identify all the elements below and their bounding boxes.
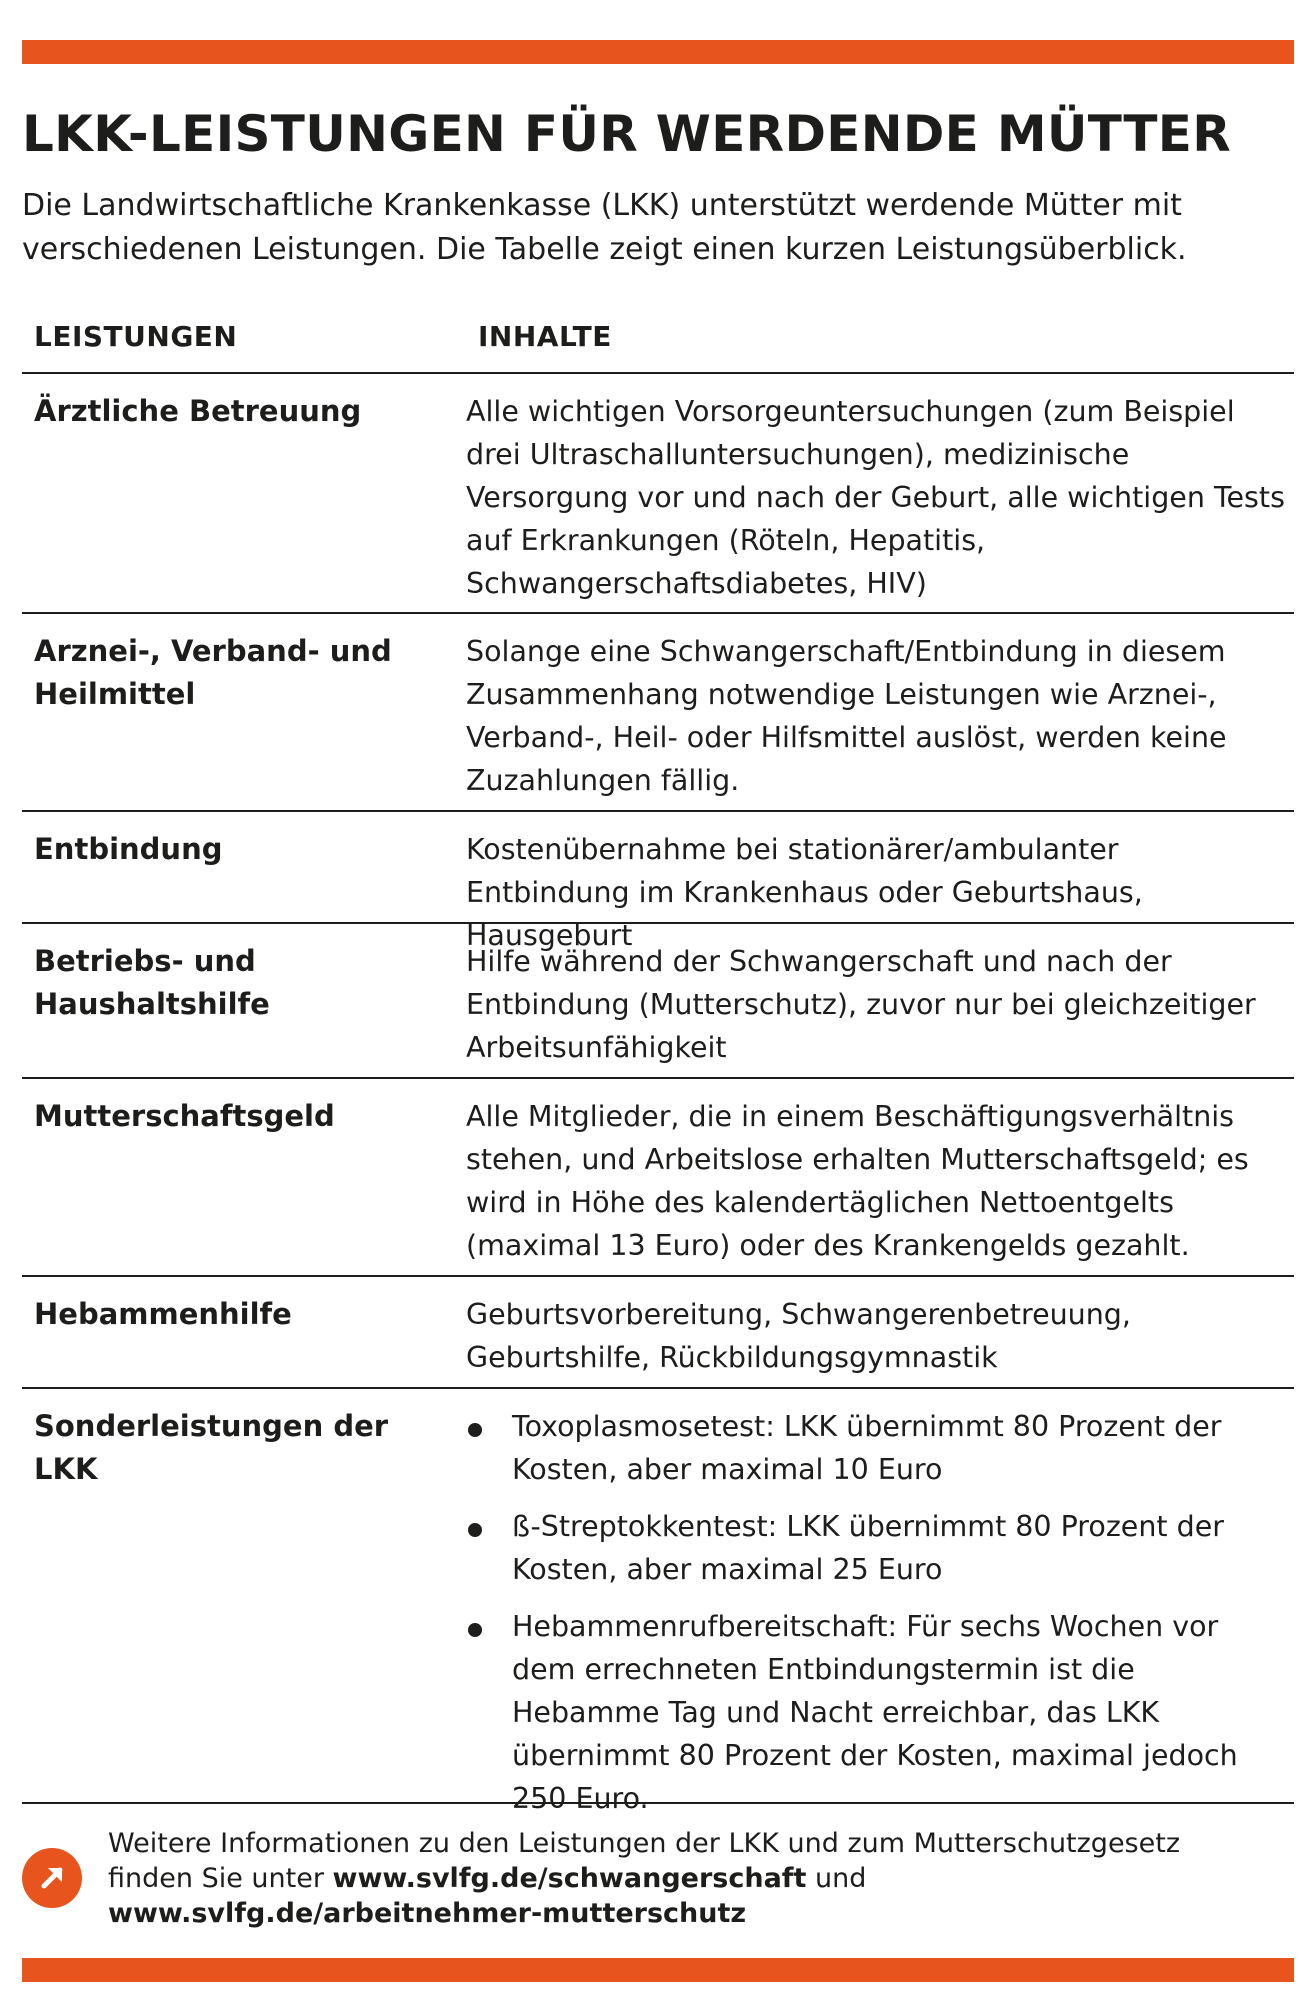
row-label: Betriebs- und Haushaltshilfe	[34, 944, 270, 1021]
row-content: Alle Mitglieder, die in einem Beschäftigungsverhältnis stehen, und Arbeitslose erhalten Mutterschaftsgeld; es wird in Höhe des kalendertäglichen Nettoentgelts (maximal 13 Euro) oder des Krankengelds gezahlt.	[466, 1100, 1249, 1262]
footer-link-mutterschutz[interactable]: www.svlfg.de/arbeitnehmer-mutterschutz	[108, 1898, 747, 1929]
row-content: Geburtsvorbereitung, Schwangerenbetreuung, Geburtshilfe, Rückbildungsgymnastik	[466, 1298, 1131, 1374]
row-content	[450, 1389, 1294, 1815]
arrow-icon	[22, 1848, 82, 1908]
page	[22, 0, 1294, 2000]
list-item: Hebammenrufbereitschaft: Für sechs Wochen vor dem errechneten Entbindungstermin ist die Hebamme Tag und Nacht erreichbar, das LKK übernimmt 80 Prozent der Kosten, maximal jedoch 250 Euro.	[466, 1605, 1288, 1820]
table-row	[22, 614, 1294, 812]
table-header	[22, 312, 1294, 374]
intro-text: Die Landwirtschaftliche Krankenkasse (LKK) unterstützt werdende Mütter mit verschiedenen Leistungen. Die Tabelle zeigt einen kurzen Leistungsüberblick.	[22, 188, 1187, 267]
row-label: Hebammenhilfe	[34, 1297, 292, 1331]
table-row	[22, 374, 1294, 614]
table-row	[22, 812, 1294, 952]
list-item: ß-Streptokkentest: LKK übernimmt 80 Prozent der Kosten, aber maximal 25 Euro	[466, 1505, 1288, 1591]
row-content: Alle wichtigen Vorsorgeuntersuchungen (zum Beispiel drei Ultraschalluntersuchungen), medizinische Versorgung vor und nach der Geburt, alle wichtigen Tests auf Erkrankungen (Röteln, Hepatitis, Schwangerschaftsdiabetes, HIV)	[466, 395, 1285, 600]
footer-text-between: und	[815, 1863, 867, 1894]
row-label: Mutterschaftsgeld	[34, 1099, 335, 1133]
row-label: Arznei-, Verband- und Heilmittel	[34, 634, 392, 711]
benefits-table	[22, 312, 1294, 1815]
table-row	[22, 1389, 1294, 1815]
page-title: LKK-LEISTUNGEN FÜR WERDENDE MÜTTER	[22, 105, 1232, 163]
row-label: Sonderleistungen der LKK	[34, 1409, 389, 1486]
row-content: Solange eine Schwangerschaft/Entbindung in diesem Zusammenhang notwendige Leistungen wie Arznei-, Verband-, Heil- oder Hilfsmittel auslöst, werden keine Zuzahlungen fällig.	[466, 635, 1227, 797]
table-row	[22, 1277, 1294, 1389]
table-row	[22, 924, 1294, 1079]
header-leistungen: LEISTUNGEN	[34, 320, 238, 353]
list-item: Toxoplasmosetest: LKK übernimmt 80 Prozent der Kosten, aber maximal 10 Euro	[466, 1405, 1288, 1491]
row-label: Ärztliche Betreuung	[34, 394, 362, 428]
footer-info	[22, 1818, 1294, 1928]
bottom-accent-bar	[22, 1958, 1294, 1982]
row-content: Kostenübernahme bei stationärer/ambulanter Entbindung im Krankenhaus oder Geburtshaus, Hausgeburt	[466, 833, 1143, 952]
footer-text-before: Weitere Informationen zu den Leistungen der LKK und zum Mutterschutzgesetz finden Sie unter	[108, 1828, 1180, 1894]
row-content: Hilfe während der Schwangerschaft und nach der Entbindung (Mutterschutz), zuvor nur bei gleichzeitiger Arbeitsunfähigkeit	[466, 945, 1256, 1064]
row-label: Entbindung	[34, 832, 223, 866]
table-row	[22, 1079, 1294, 1277]
header-inhalte: INHALTE	[478, 320, 612, 353]
top-accent-bar	[22, 40, 1294, 64]
special-benefits-list	[466, 1405, 1288, 1820]
footer-text	[108, 1826, 1258, 1931]
footer-link-schwangerschaft[interactable]: www.svlfg.de/schwangerschaft	[332, 1863, 807, 1894]
